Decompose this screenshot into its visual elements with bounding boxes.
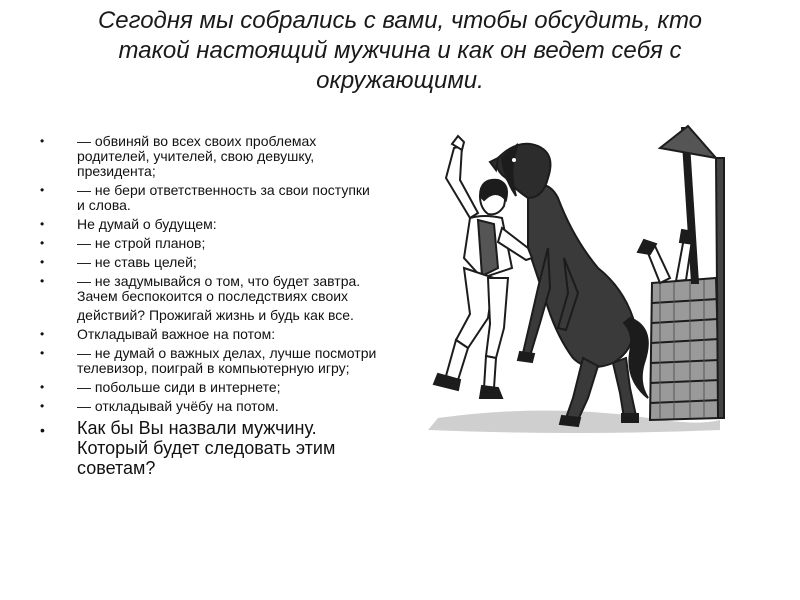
bullet-item: • — не думай о важных делах, лучше посмотри телевизор, поиграй в компьютерную игру; [40,346,380,376]
legs-in-barrel [638,230,694,283]
bullet-item: • — не строй планов; [40,236,380,251]
bullet-item: • — не ставь целей; [40,255,380,270]
bullet-item: • — не задумывайся о том, что будет завтра. Зачем беспокоится о последствиях своих [40,274,380,304]
bullet-item: • — обвиняй во всех своих проблемах родителей, учителей, свою девушку, президента; [40,134,380,179]
horse [490,144,648,426]
bullet-item: • Откладывай важное на потом: [40,327,380,342]
bullet-item: • Не думай о будущем: [40,217,380,232]
bullet-item: • — не бери ответственность за свои поступки и слова. [40,183,380,213]
man-and-horse-illustration [398,118,728,438]
bullet-item: • — откладывай учёбу на потом. [40,399,380,414]
bullet-item: • — побольше сиди в интернете; [40,380,380,395]
slide-title [40,6,760,96]
title-line: окружающими. [316,67,484,94]
bullet-list [40,134,380,482]
title-line: такой настоящий мужчина и как он ведет себя с [118,37,682,64]
bullet-item: действий? Прожигай жизнь и будь как все. [77,307,354,323]
question-item: • Как бы Вы назвали мужчину. Который будет следовать этим советам? [40,418,380,478]
title-line: Сегодня мы собрались с вами, чтобы обсудить, кто [97,7,703,34]
